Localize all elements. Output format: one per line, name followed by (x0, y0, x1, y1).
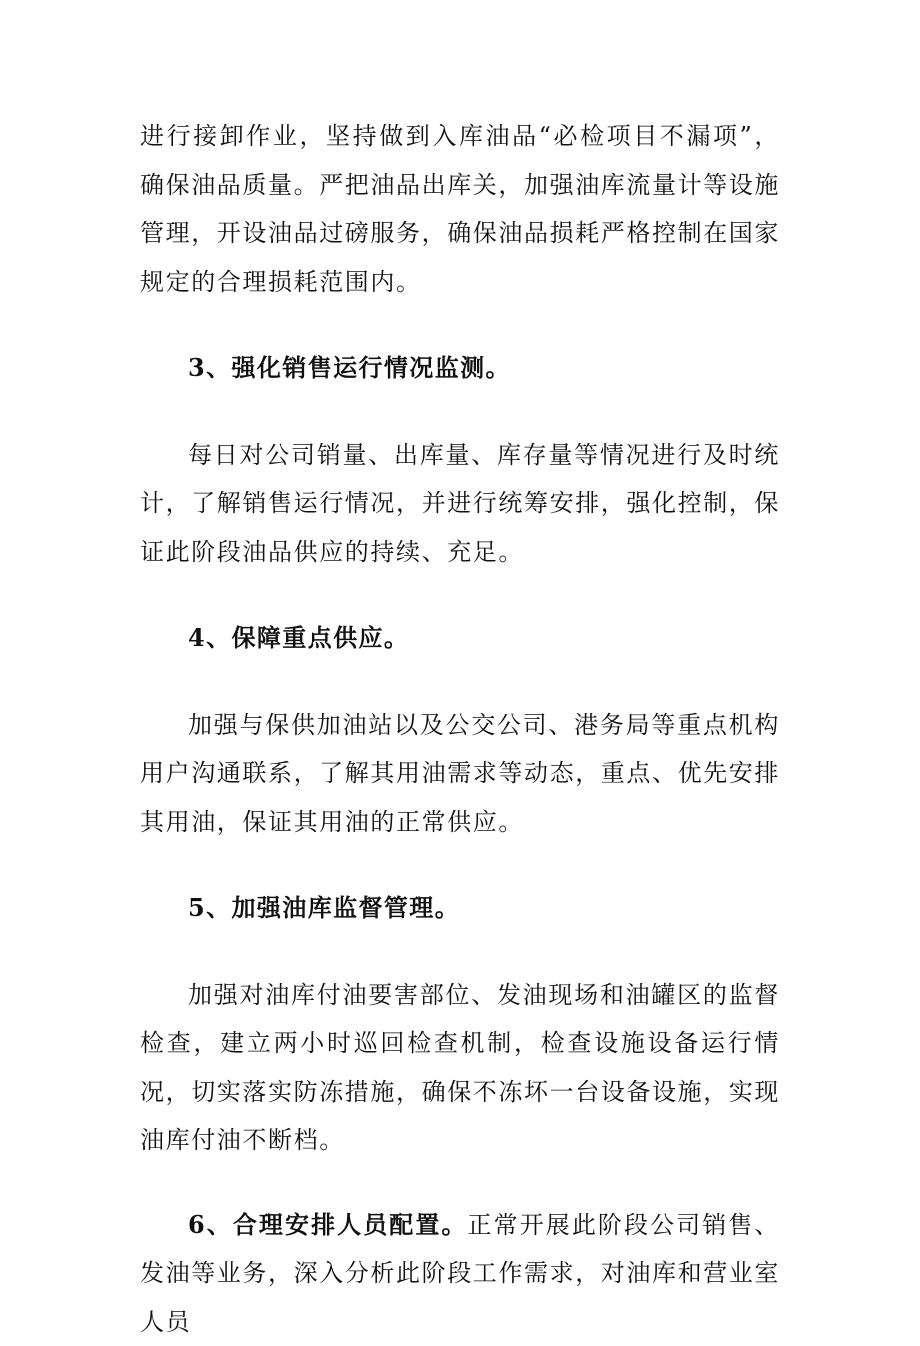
heading-section-5: 5、加强油库监督管理。 (140, 884, 780, 933)
paragraph-section-5: 加强对油库付油要害部位、发油现场和油罐区的监督检查，建立两小时巡回检查机制，检查设施设备运行情况，切实落实防冻措施，确保不冻坏一台设备设施，实现油库付油不断档。 (140, 971, 780, 1165)
paragraph-section-4: 加强与保供加油站以及公交公司、港务局等重点机构用户沟通联系，了解其用油需求等动态，重点、优先安排其用油，保证其用油的正常供应。 (140, 701, 780, 847)
paragraph-section-6-text: 正常开展此阶段公司销售、发油等业务，深入分析此阶段工作需求，对油库和营业室人员 (140, 1211, 780, 1336)
paragraph-section-6 (140, 1201, 780, 1346)
paragraph-section-3: 每日对公司销量、出库量、库存量等情况进行及时统计，了解销售运行情况，并进行统筹安排，强化控制，保证此阶段油品供应的持续、充足。 (140, 431, 780, 577)
document-page (140, 112, 780, 1346)
heading-section-4: 4、保障重点供应。 (140, 614, 780, 663)
heading-section-6: 6、合理安排人员配置。 (188, 1210, 468, 1239)
heading-section-3: 3、强化销售运行情况监测。 (140, 344, 780, 393)
paragraph-intro: 进行接卸作业，坚持做到入库油品“必检项目不漏项”，确保油品质量。严把油品出库关，加强油库流量计等设施管理，开设油品过磅服务，确保油品损耗严格控制在国家规定的合理损耗范围内。 (140, 112, 780, 306)
